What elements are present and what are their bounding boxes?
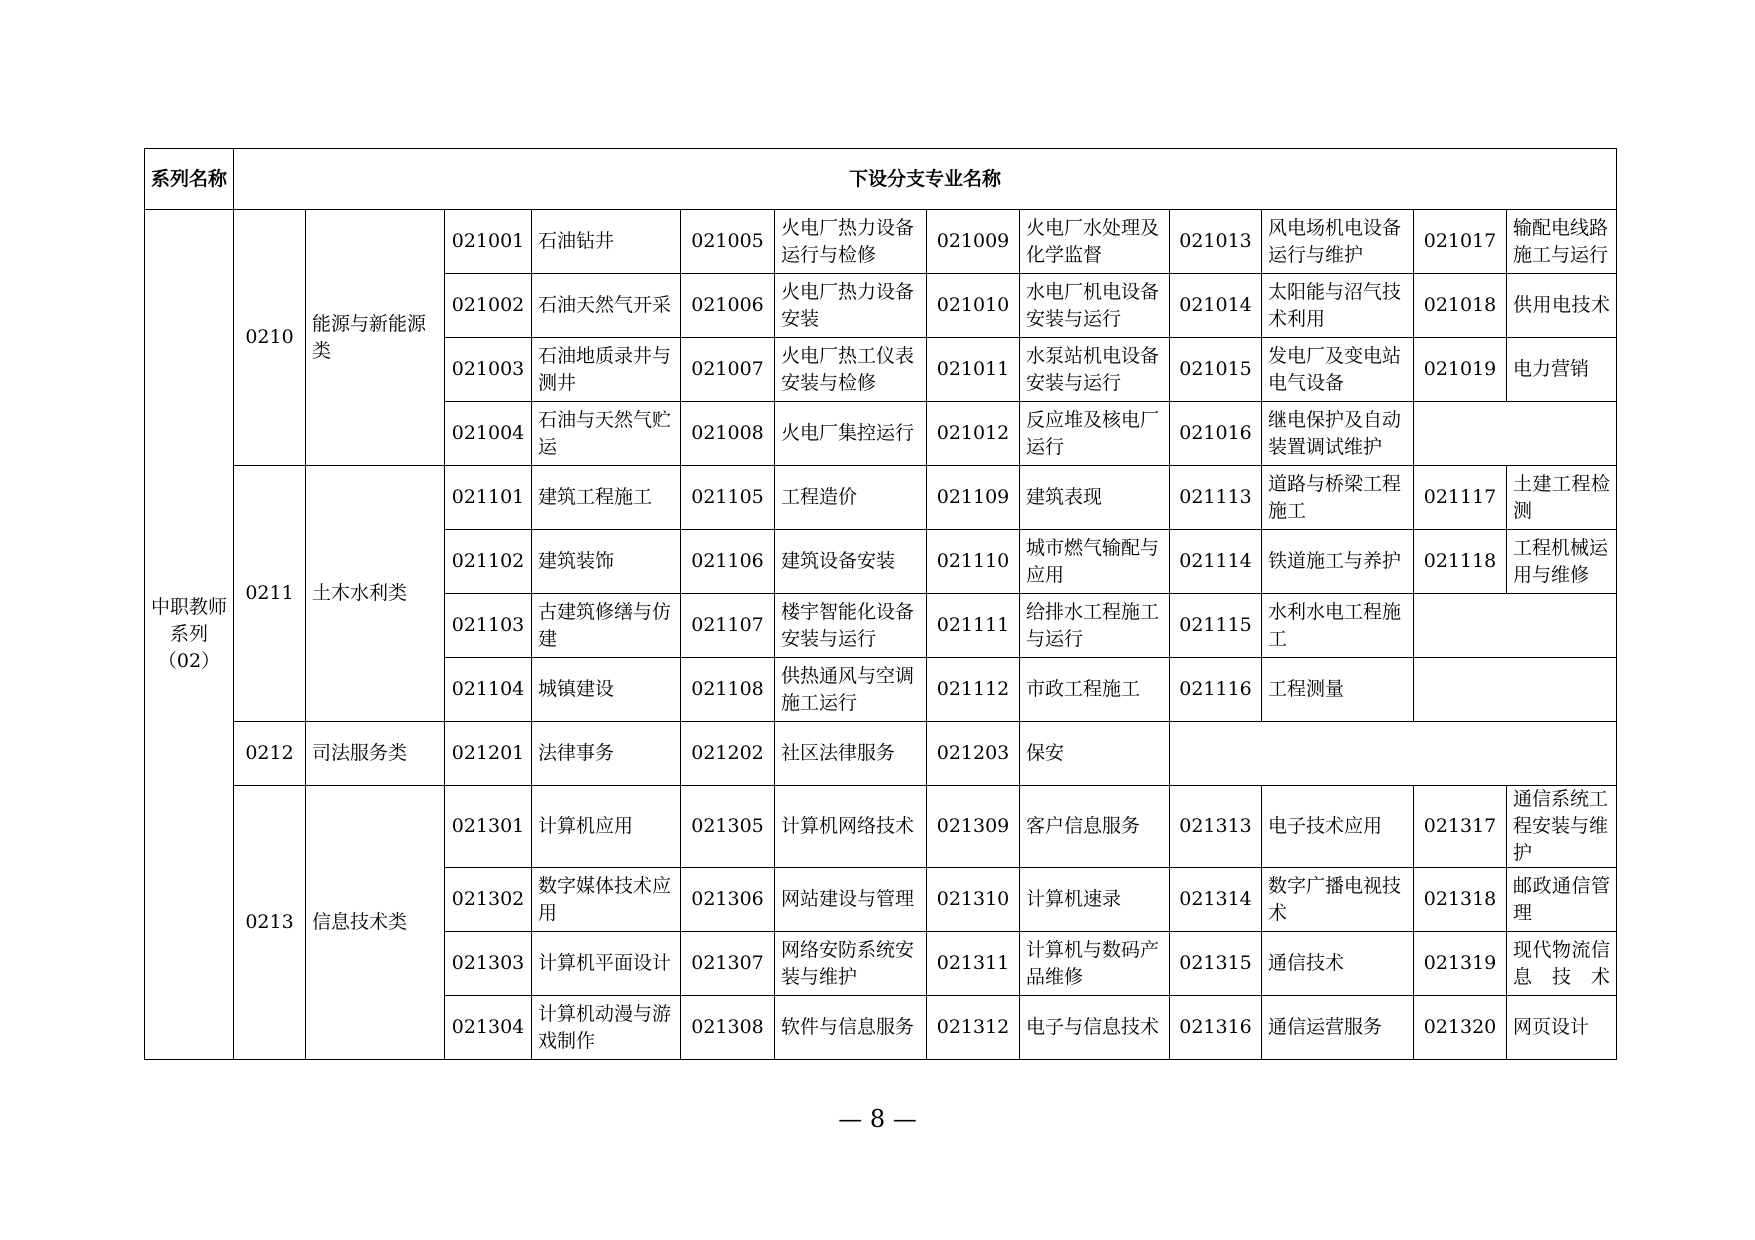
specialty-name: 输配电线路施工与运行: [1507, 210, 1617, 274]
table-row: [145, 210, 1617, 274]
specialty-code: 021103: [445, 594, 532, 658]
specialty-name: 水电厂机电设备安装与运行: [1020, 274, 1170, 338]
specialty-code: 021006: [681, 274, 775, 338]
specialty-name: 工程测量: [1262, 658, 1414, 722]
specialty-code: 021008: [681, 402, 775, 466]
specialty-code: 021305: [681, 786, 775, 868]
specialty-code: 021101: [445, 466, 532, 530]
specialty-name: 电力营销: [1507, 338, 1617, 402]
specialty-code: 021110: [927, 530, 1020, 594]
specialty-name: 现代物流信息技术: [1507, 932, 1617, 996]
category-name: 信息技术类: [306, 786, 445, 1060]
specialty-name: 工程机械运用与维修: [1507, 530, 1617, 594]
specialty-code: 021203: [927, 722, 1020, 786]
specialty-name: 火电厂热力设备运行与检修: [775, 210, 927, 274]
specialty-name: 计算机应用: [532, 786, 681, 868]
empty-cell: [1170, 722, 1617, 786]
specialty-name: 法律事务: [532, 722, 681, 786]
specialty-code: 021112: [927, 658, 1020, 722]
specialty-code: 021301: [445, 786, 532, 868]
specialty-name: 建筑设备安装: [775, 530, 927, 594]
page-number: — 8 —: [838, 1105, 917, 1133]
specialty-name: 石油钻井: [532, 210, 681, 274]
table-row: [145, 786, 1617, 868]
category-name: 能源与新能源类: [306, 210, 445, 466]
category-code: 0210: [234, 210, 306, 466]
specialty-name: 建筑工程施工: [532, 466, 681, 530]
specialty-code: 021117: [1414, 466, 1507, 530]
specialty-name: 楼宇智能化设备安装与运行: [775, 594, 927, 658]
category-code: 0212: [234, 722, 306, 786]
table-row: [145, 722, 1617, 786]
specialty-name: 工程造价: [775, 466, 927, 530]
specialty-code: 021002: [445, 274, 532, 338]
specialty-name: 石油与天然气贮运: [532, 402, 681, 466]
specialty-code: 021111: [927, 594, 1020, 658]
specialty-name: 反应堆及核电厂运行: [1020, 402, 1170, 466]
specialty-name: 供热通风与空调施工运行: [775, 658, 927, 722]
specialty-code: 021202: [681, 722, 775, 786]
category-name: 土木水利类: [306, 466, 445, 722]
specialty-code: 021014: [1170, 274, 1262, 338]
specialty-name: 市政工程施工: [1020, 658, 1170, 722]
specialty-name: 风电场机电设备运行与维护: [1262, 210, 1414, 274]
specialty-code: 021104: [445, 658, 532, 722]
specialty-name: 建筑装饰: [532, 530, 681, 594]
specialty-code: 021010: [927, 274, 1020, 338]
specialty-name: 古建筑修缮与仿建: [532, 594, 681, 658]
specialty-name: 继电保护及自动装置调试维护: [1262, 402, 1414, 466]
specialty-code: 021201: [445, 722, 532, 786]
specialty-code: 021320: [1414, 996, 1507, 1060]
empty-cell: [1414, 658, 1617, 722]
specialty-code: 021317: [1414, 786, 1507, 868]
specialty-code: 021003: [445, 338, 532, 402]
specialty-name: 水泵站机电设备安装与运行: [1020, 338, 1170, 402]
specialty-code: 021319: [1414, 932, 1507, 996]
category-name: 司法服务类: [306, 722, 445, 786]
specialty-code: 021007: [681, 338, 775, 402]
specialty-name: 太阳能与沼气技术利用: [1262, 274, 1414, 338]
specialty-code: 021004: [445, 402, 532, 466]
specialty-name: 软件与信息服务: [775, 996, 927, 1060]
series-name: 中职教师系列（02）: [145, 210, 234, 1060]
specialty-code: 021113: [1170, 466, 1262, 530]
empty-cell: [1414, 402, 1617, 466]
specialty-name: 计算机与数码产品维修: [1020, 932, 1170, 996]
specialty-code: 021313: [1170, 786, 1262, 868]
specialty-code: 021115: [1170, 594, 1262, 658]
specialty-name: 保安: [1020, 722, 1170, 786]
specialty-name: 铁道施工与养护: [1262, 530, 1414, 594]
specialty-code: 021118: [1414, 530, 1507, 594]
specialty-code: 021001: [445, 210, 532, 274]
specialty-name: 石油天然气开采: [532, 274, 681, 338]
specialty-code: 021005: [681, 210, 775, 274]
specialty-name: 城镇建设: [532, 658, 681, 722]
specialty-name: 计算机网络技术: [775, 786, 927, 868]
specialty-code: 021011: [927, 338, 1020, 402]
specialty-name: 邮政通信管理: [1507, 868, 1617, 932]
specialty-code: 021315: [1170, 932, 1262, 996]
specialty-code: 021316: [1170, 996, 1262, 1060]
specialty-code: 021312: [927, 996, 1020, 1060]
specialty-name: 火电厂热工仪表安装与检修: [775, 338, 927, 402]
empty-cell: [1414, 594, 1617, 658]
specialty-name: 通信运营服务: [1262, 996, 1414, 1060]
specialty-name: 计算机平面设计: [532, 932, 681, 996]
specialty-code: 021304: [445, 996, 532, 1060]
specialty-code: 021318: [1414, 868, 1507, 932]
table-row: [145, 466, 1617, 530]
specialty-code: 021308: [681, 996, 775, 1060]
specialty-name: 城市燃气输配与应用: [1020, 530, 1170, 594]
specialty-name: 水利水电工程施工: [1262, 594, 1414, 658]
specialty-code: 021107: [681, 594, 775, 658]
specialty-code: 021016: [1170, 402, 1262, 466]
specialty-code: 021116: [1170, 658, 1262, 722]
specialty-name: 网页设计: [1507, 996, 1617, 1060]
specialty-code: 021314: [1170, 868, 1262, 932]
specialty-name: 电子与信息技术: [1020, 996, 1170, 1060]
specialty-code: 021303: [445, 932, 532, 996]
specialty-name: 数字媒体技术应用: [532, 868, 681, 932]
specialty-name: 火电厂水处理及化学监督: [1020, 210, 1170, 274]
specialty-name: 计算机动漫与游戏制作: [532, 996, 681, 1060]
specialty-code: 021012: [927, 402, 1020, 466]
branch-title-header: 下设分支专业名称: [234, 149, 1617, 210]
specialty-code: 021105: [681, 466, 775, 530]
specialty-name: 通信系统工程安装与维护: [1507, 786, 1617, 868]
specialty-name: 网站建设与管理: [775, 868, 927, 932]
series-name-header: 系列名称: [145, 149, 234, 210]
specialty-code: 021018: [1414, 274, 1507, 338]
specialty-name: 火电厂热力设备安装: [775, 274, 927, 338]
category-code: 0213: [234, 786, 306, 1060]
specialty-name: 给排水工程施工与运行: [1020, 594, 1170, 658]
specialty-name: 火电厂集控运行: [775, 402, 927, 466]
specialty-code: 021106: [681, 530, 775, 594]
specialty-code: 021009: [927, 210, 1020, 274]
specialty-code: 021109: [927, 466, 1020, 530]
specialty-name: 道路与桥梁工程施工: [1262, 466, 1414, 530]
category-code: 0211: [234, 466, 306, 722]
specialty-code: 021015: [1170, 338, 1262, 402]
specialty-code: 021108: [681, 658, 775, 722]
specialty-name: 电子技术应用: [1262, 786, 1414, 868]
specialty-code: 021302: [445, 868, 532, 932]
specialty-name: 计算机速录: [1020, 868, 1170, 932]
specialty-code: 021309: [927, 786, 1020, 868]
specialty-name: 客户信息服务: [1020, 786, 1170, 868]
specialty-name: 供用电技术: [1507, 274, 1617, 338]
specialty-code: 021019: [1414, 338, 1507, 402]
specialty-code: 021306: [681, 868, 775, 932]
specialty-code: 021114: [1170, 530, 1262, 594]
specialty-name: 网络安防系统安装与维护: [775, 932, 927, 996]
specialty-name: 通信技术: [1262, 932, 1414, 996]
specialty-table: [144, 148, 1617, 1060]
specialty-name: 建筑表现: [1020, 466, 1170, 530]
specialty-name: 数字广播电视技术: [1262, 868, 1414, 932]
specialty-code: 021311: [927, 932, 1020, 996]
specialty-code: 021310: [927, 868, 1020, 932]
specialty-code: 021013: [1170, 210, 1262, 274]
specialty-code: 021307: [681, 932, 775, 996]
specialty-code: 021102: [445, 530, 532, 594]
specialty-name: 社区法律服务: [775, 722, 927, 786]
specialty-name: 土建工程检测: [1507, 466, 1617, 530]
specialty-code: 021017: [1414, 210, 1507, 274]
specialty-name: 发电厂及变电站电气设备: [1262, 338, 1414, 402]
specialty-name: 石油地质录井与测井: [532, 338, 681, 402]
